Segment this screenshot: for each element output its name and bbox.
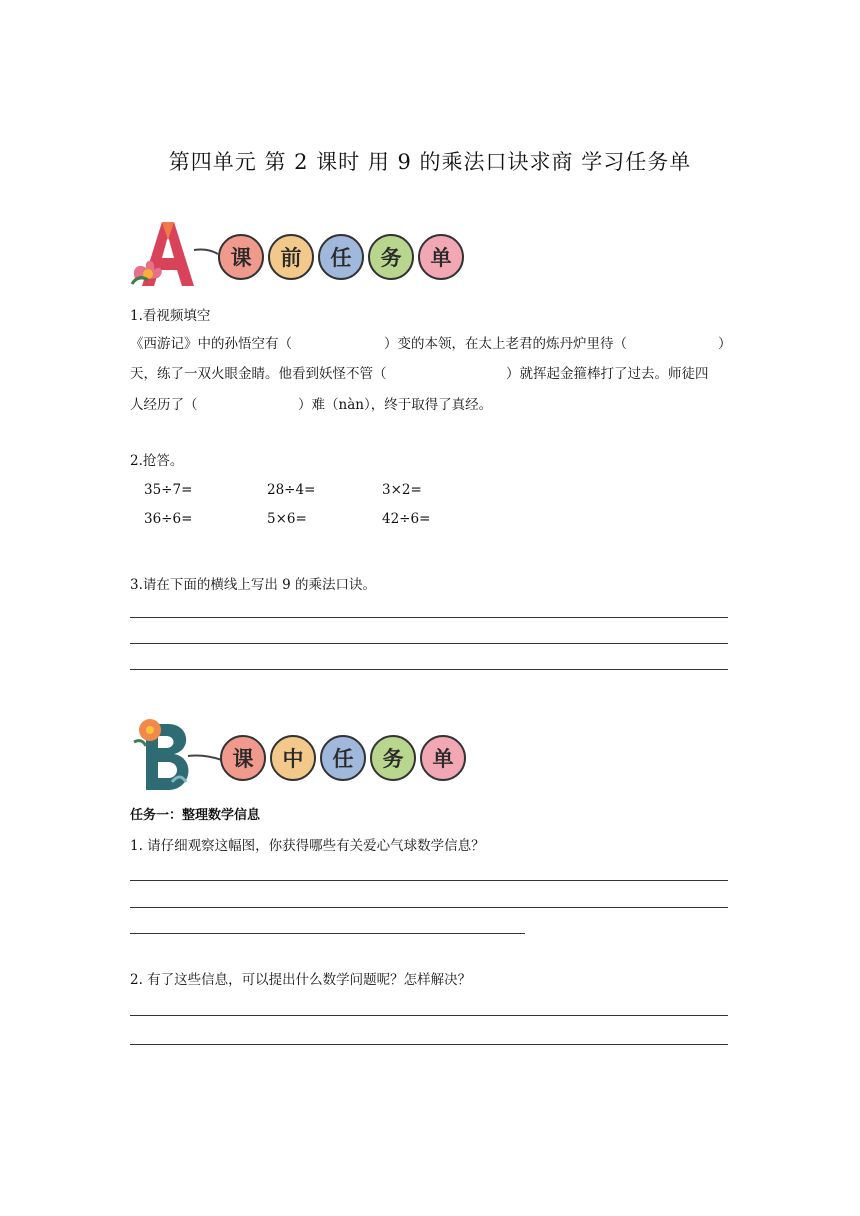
answer-line[interactable] (130, 1015, 728, 1016)
banner-b-circle-2: 中 (270, 735, 316, 781)
q1-line1a: 《西游记》中的孙悟空有（ (130, 336, 292, 352)
answer-line[interactable] (130, 933, 525, 934)
banner-b-circle-4: 务 (370, 735, 416, 781)
q2-r2-c3: 42÷6= (382, 511, 431, 527)
q1-line1b: ）变的本领，在太上老君的炼丹炉里待（ (384, 336, 627, 352)
answer-line[interactable] (130, 669, 728, 670)
answer-line[interactable] (130, 1044, 728, 1045)
q2-r2-c2: 5×6= (267, 511, 307, 527)
task1-q2: 2. 有了这些信息，可以提出什么数学问题呢？怎样解决？ (130, 972, 472, 988)
answer-line[interactable] (130, 617, 728, 618)
q1-line3b: ）难（nàn），终于取得了真经。 (298, 397, 493, 413)
q2-r1-c1: 35÷7= (144, 482, 193, 498)
banner-b-circle-5: 单 (420, 735, 466, 781)
q2-r1-c2: 28÷4= (267, 482, 316, 498)
answer-line[interactable] (130, 907, 728, 908)
q1-line2b: ）就挥起金箍棒打了过去。师徒四 (506, 366, 709, 382)
q1-line1c: ） (718, 336, 732, 352)
q1-line3a: 人经历了（ (130, 397, 198, 413)
task1-q1: 1. 请仔细观察这幅图，你获得哪些有关爱心气球数学信息？ (130, 838, 485, 854)
letter-b-logo-icon (128, 712, 224, 792)
q2-r2-c1: 36÷6= (144, 511, 193, 527)
q3-heading: 3.请在下面的横线上写出 9 的乘法口诀。 (130, 577, 377, 593)
page-title: 第四单元 第 2 课时 用 9 的乘法口诀求商 学习任务单 (168, 150, 692, 174)
q2-r1-c3: 3×2= (382, 482, 422, 498)
banner-b-circle-3: 任 (320, 735, 366, 781)
letter-a-logo-icon (128, 218, 220, 290)
banner-a-circle-3: 任 (318, 234, 364, 280)
task1-heading: 任务一：整理数学信息 (130, 808, 261, 823)
banner-b-circle-1: 课 (220, 735, 266, 781)
q1-heading: 1.看视频填空 (130, 308, 211, 324)
banner-a-circle-5: 单 (418, 234, 464, 280)
q1-line2a: 天，练了一双火眼金睛。他看到妖怪不管（ (130, 366, 387, 382)
q2-heading: 2.抢答。 (130, 453, 184, 469)
banner-a-circle-4: 务 (368, 234, 414, 280)
banner-a-circle-1: 课 (218, 234, 264, 280)
answer-line[interactable] (130, 880, 728, 881)
answer-line[interactable] (130, 643, 728, 644)
banner-a-circle-2: 前 (268, 234, 314, 280)
